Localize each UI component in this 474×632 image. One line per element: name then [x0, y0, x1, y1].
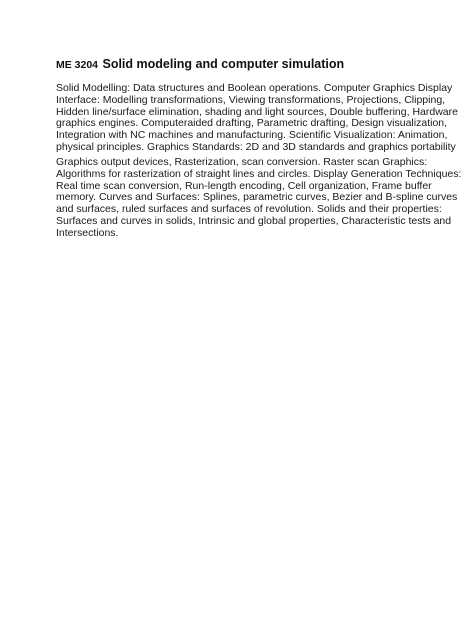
paragraph-line: graphics engines. Computeraided drafting, Parametric drafting, Design visualization,	[56, 117, 448, 130]
paragraph-line: memory. Curves and Surfaces: Splines, parametric curves, Bezier and B-spline curves	[56, 191, 458, 204]
paragraph-line: and surfaces, ruled surfaces and surfaces of revolution. Solids and their properties:	[56, 203, 442, 216]
paragraph-line: Surfaces and curves in solids, Intrinsic and global properties, Characteristic tests and	[56, 214, 452, 227]
paragraph-line: Intersections.	[56, 226, 119, 239]
paragraph-line: Real time scan conversion, Run-length encoding, Cell organization, Frame buffer	[56, 179, 432, 192]
syllabus-paragraph-1	[56, 83, 466, 154]
course-title: Solid modeling and computer simulation	[102, 57, 345, 71]
course-heading	[56, 55, 456, 73]
paragraph-line: Integration with NC machines and manufacturing. Scientific Visualization: Animation,	[56, 129, 448, 142]
paragraph-line: Hidden line/surface elimination, shading and light sources, Double buffering, Hardware	[56, 105, 458, 118]
course-code: ME 3204	[56, 59, 99, 71]
paragraph-line: Graphics output devices, Rasterization, scan conversion. Raster scan Graphics:	[56, 156, 428, 168]
paragraph-line: Interface: Modelling transformations, Viewing transformations, Projections, Clipping,	[56, 93, 446, 106]
syllabus-paragraph-2	[56, 157, 466, 240]
paragraph-line: Solid Modelling: Data structures and Boolean operations. Computer Graphics Display	[56, 82, 453, 94]
paragraph-line: Algorithms for rasterization of straight lines and circles. Display Generation Techniques:	[56, 167, 462, 180]
paragraph-line: physical principles. Graphics Standards: 2D and 3D standards and graphics portability	[56, 140, 456, 153]
